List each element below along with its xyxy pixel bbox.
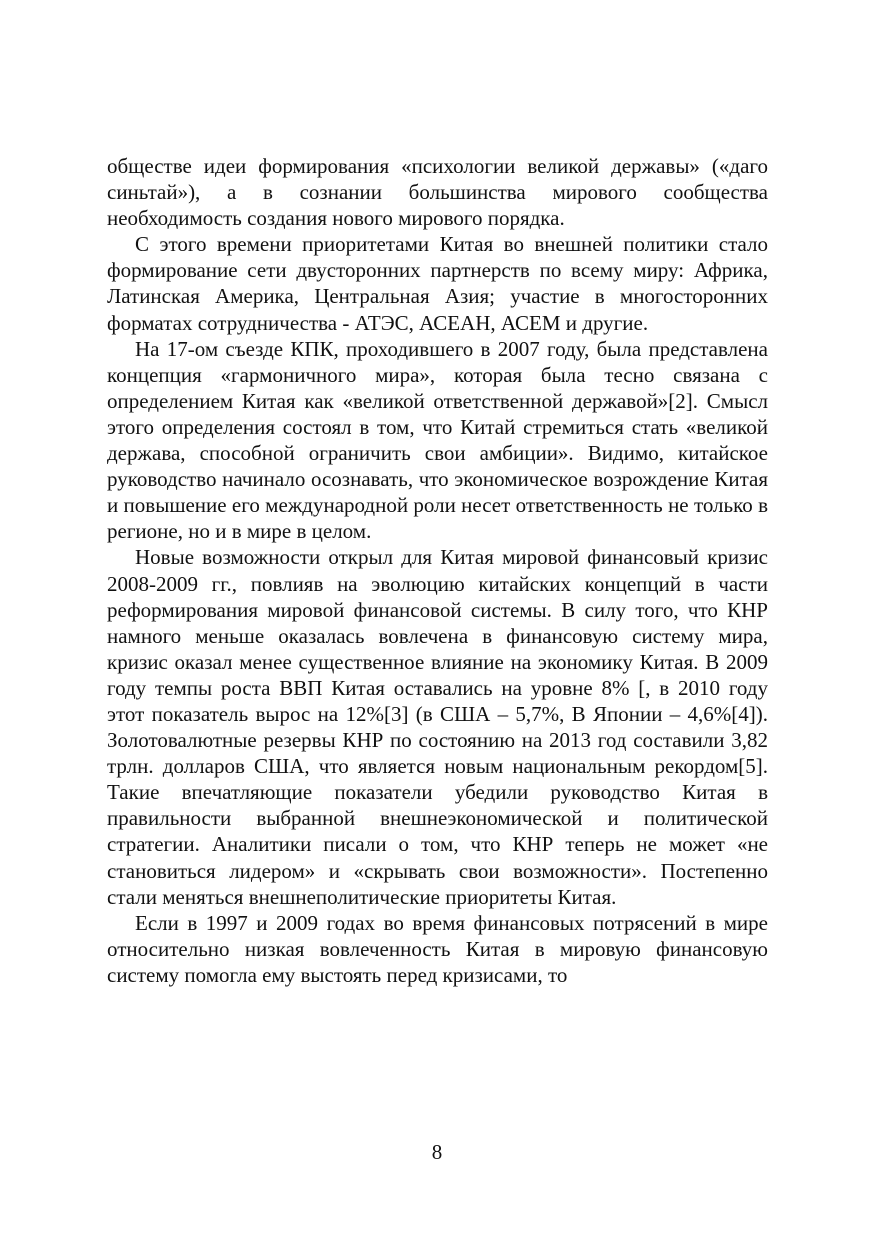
body-text xyxy=(107,153,768,988)
paragraph-harmonious-world: На 17-ом съезде КПК, проходившего в 2007 году, была представлена концепция «гармоничного мира», которая была тесно связана с определением Китая как «великой ответственной державой»[2]. Смысл этого определения состоял в том, что Китай стремиться стать «великой держава, способной ограничить свои амбиции». Видимо, китайское руководство начинало осознавать, что экономическое возрождение Китая и повышение его международной роли несет ответственность не только в регионе, но и в мире в целом. xyxy=(107,336,768,544)
paragraph-financial-crisis: Новые возможности открыл для Китая мировой финансовый кризис 2008-2009 гг., повлияв на эволюцию китайских концепций в части реформирования мировой финансовой системы. В силу того, что КНР намного меньше оказалась вовлечена в финансовую систему мира, кризис оказал менее существенное влияние на экономику Китая. В 2009 году темпы роста ВВП Китая оставались на уровне 8% [, в 2010 году этот показатель вырос на 12%[3] (в США – 5,7%, В Японии – 4,6%[4]). Золотовалютные резервы КНР по состоянию на 2013 год составили 3,82 трлн. долларов США, что является новым национальным рекордом[5]. Такие впечатляющие показатели убедили руководство Китая в правильности выбранной внешнеэкономической и политической стратегии. Аналитики писали о том, что КНР теперь не может «не становиться лидером» и «скрывать свои возможности». Постепенно стали меняться внешнеполитические приоритеты Китая. xyxy=(107,545,768,909)
page-number: 8 xyxy=(431,1140,443,1164)
paragraph-crises-comparison: Если в 1997 и 2009 годах во время финансовых потрясений в мире относительно низкая вовлеченность Китая в мировую финансовую систему помогла ему выстоять перед кризисами, то xyxy=(107,910,768,987)
paragraph-partnerships: С этого времени приоритетами Китая во внешней политики стало формирование сети двусторонних партнерств по всему миру: Африка, Латинская Америка, Центральная Азия; участие в многосторонних форматах сотрудничества - АТЭС, АСЕАН, АСЕМ и другие. xyxy=(107,232,768,335)
paragraph-continuation: обществе идеи формирования «психологии великой державы» («даго синьтай»), а в сознании большинства мирового сообщества необходимость создания нового мирового порядка. xyxy=(107,154,768,231)
